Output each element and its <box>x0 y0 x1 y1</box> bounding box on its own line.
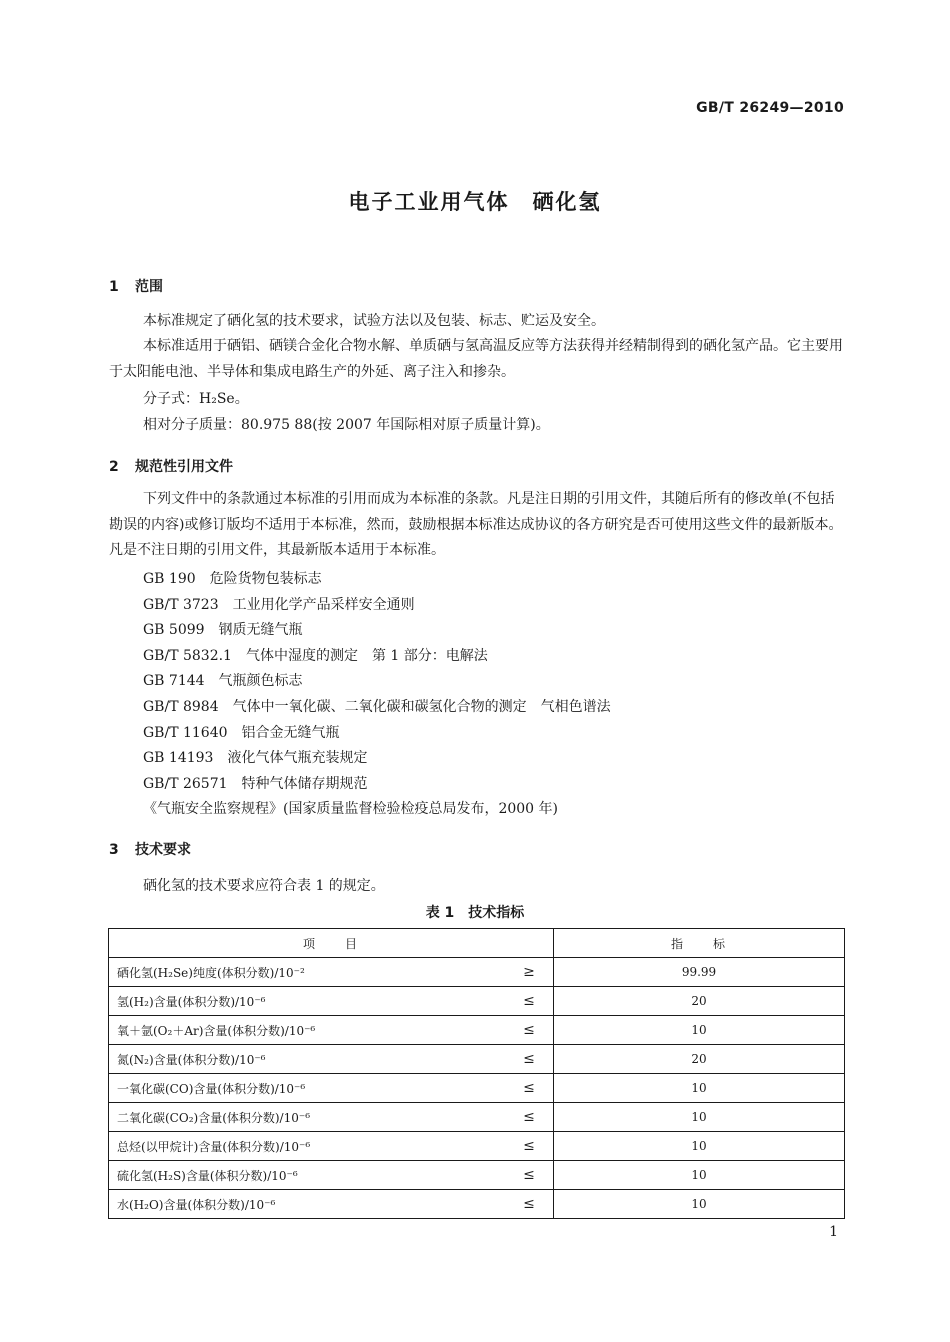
spec-table <box>108 928 845 1219</box>
scope-text-2: 本标准适用于硒铝、硒镁合金化合物水解、单质硒与氢高温反应等方法获得并经精制得到的硒化氢产品。它主要用于太阳能电池、半导体和集成电路生产的外延、离子注入和掺杂。 <box>109 338 843 380</box>
reference-item: GB/T 26571 特种气体储存期规范 <box>143 776 368 792</box>
table-caption: 表 1 技术指标 <box>425 905 525 921</box>
row-operator: ≤ <box>505 1045 554 1074</box>
row-operator: ≤ <box>505 1103 554 1132</box>
header-value: 指 标 <box>554 929 845 958</box>
molecular-mass: 相对分子质量：80.975 88(按 2007 年国际相对原子质量计算)。 <box>143 417 550 433</box>
section-number: 1 <box>109 279 119 295</box>
row-item: 硫化氢(H₂S)含量(体积分数)/10⁻⁶ <box>109 1161 506 1190</box>
reference-item: 《气瓶安全监察规程》(国家质量监督检验检疫总局发布，2000 年) <box>143 801 559 817</box>
section-title: 技术要求 <box>135 842 191 858</box>
section-number: 3 <box>109 842 119 858</box>
scope-text-1: 本标准规定了硒化氢的技术要求，试验方法以及包装、标志、贮运及安全。 <box>143 313 605 329</box>
reference-item: GB/T 5832.1 气体中湿度的测定 第 1 部分：电解法 <box>143 648 488 664</box>
row-item: 氮(N₂)含量(体积分数)/10⁻⁶ <box>109 1045 506 1074</box>
scope-paragraph-1 <box>109 309 845 335</box>
table-row <box>109 987 845 1016</box>
table-row <box>109 1016 845 1045</box>
table-row <box>109 1161 845 1190</box>
row-operator: ≤ <box>505 1190 554 1219</box>
normative-intro <box>109 487 845 564</box>
row-operator: ≤ <box>505 1161 554 1190</box>
row-item: 二氧化碳(CO₂)含量(体积分数)/10⁻⁶ <box>109 1103 506 1132</box>
reference-item: GB 14193 液化气体气瓶充装规定 <box>143 750 368 766</box>
section-number: 2 <box>109 459 119 475</box>
row-operator: ≤ <box>505 1132 554 1161</box>
row-item: 硒化氢(H₂Se)纯度(体积分数)/10⁻² <box>109 958 506 987</box>
table-row <box>109 958 845 987</box>
tech-intro: 硒化氢的技术要求应符合表 1 的规定。 <box>143 878 385 894</box>
row-operator: ≤ <box>505 1016 554 1045</box>
document-title: 电子工业用气体 硒化氢 <box>348 190 602 214</box>
reference-item: GB/T 11640 铝合金无缝气瓶 <box>143 725 340 741</box>
row-value: 10 <box>554 1132 845 1161</box>
header-item: 项 目 <box>109 929 554 958</box>
normative-intro-text: 下列文件中的条款通过本标准的引用而成为本标准的条款。凡是注日期的引用文件，其随后所有的修改单(不包括勘误的内容)或修订版均不适用于本标准，然而，鼓励根据本标准达成协议的各方研究是否可使用这些文件的最新版本。凡是不注日期的引用文件，其最新版本适用于本标准。 <box>109 491 843 558</box>
reference-item: GB/T 8984 气体中一氧化碳、二氧化碳和碳氢化合物的测定 气相色谱法 <box>143 699 611 715</box>
row-value: 10 <box>554 1190 845 1219</box>
reference-item: GB 7144 气瓶颜色标志 <box>143 673 303 689</box>
row-item: 水(H₂O)含量(体积分数)/10⁻⁶ <box>109 1190 506 1219</box>
section-title: 规范性引用文件 <box>135 459 233 475</box>
row-item: 氧＋氩(O₂＋Ar)含量(体积分数)/10⁻⁶ <box>109 1016 506 1045</box>
section-2-heading <box>109 456 233 476</box>
table-row <box>109 1074 845 1103</box>
table-row <box>109 1045 845 1074</box>
row-item: 氢(H₂)含量(体积分数)/10⁻⁶ <box>109 987 506 1016</box>
row-item: 一氧化碳(CO)含量(体积分数)/10⁻⁶ <box>109 1074 506 1103</box>
section-1-heading <box>109 276 163 296</box>
table-row <box>109 1190 845 1219</box>
row-value: 10 <box>554 1074 845 1103</box>
row-value: 10 <box>554 1016 845 1045</box>
row-value: 10 <box>554 1103 845 1132</box>
row-item: 总烃(以甲烷计)含量(体积分数)/10⁻⁶ <box>109 1132 506 1161</box>
row-value: 10 <box>554 1161 845 1190</box>
row-operator: ≤ <box>505 1074 554 1103</box>
table-row <box>109 1132 845 1161</box>
section-3-heading <box>109 839 191 859</box>
page-number: 1 <box>829 1224 838 1240</box>
table-row <box>109 1103 845 1132</box>
row-operator: ≤ <box>505 987 554 1016</box>
row-operator: ≥ <box>505 958 554 987</box>
standard-number: GB/T 26249—2010 <box>696 100 844 116</box>
scope-paragraph-2 <box>109 334 845 385</box>
reference-item: GB 5099 钢质无缝气瓶 <box>143 622 303 638</box>
reference-item: GB/T 3723 工业用化学产品采样安全通则 <box>143 597 415 613</box>
row-value: 20 <box>554 987 845 1016</box>
table-header-row <box>109 929 845 958</box>
row-value: 99.99 <box>554 958 845 987</box>
row-value: 20 <box>554 1045 845 1074</box>
reference-item: GB 190 危险货物包装标志 <box>143 571 322 587</box>
molecular-formula: 分子式：H₂Se。 <box>143 391 249 407</box>
section-title: 范围 <box>135 279 163 295</box>
